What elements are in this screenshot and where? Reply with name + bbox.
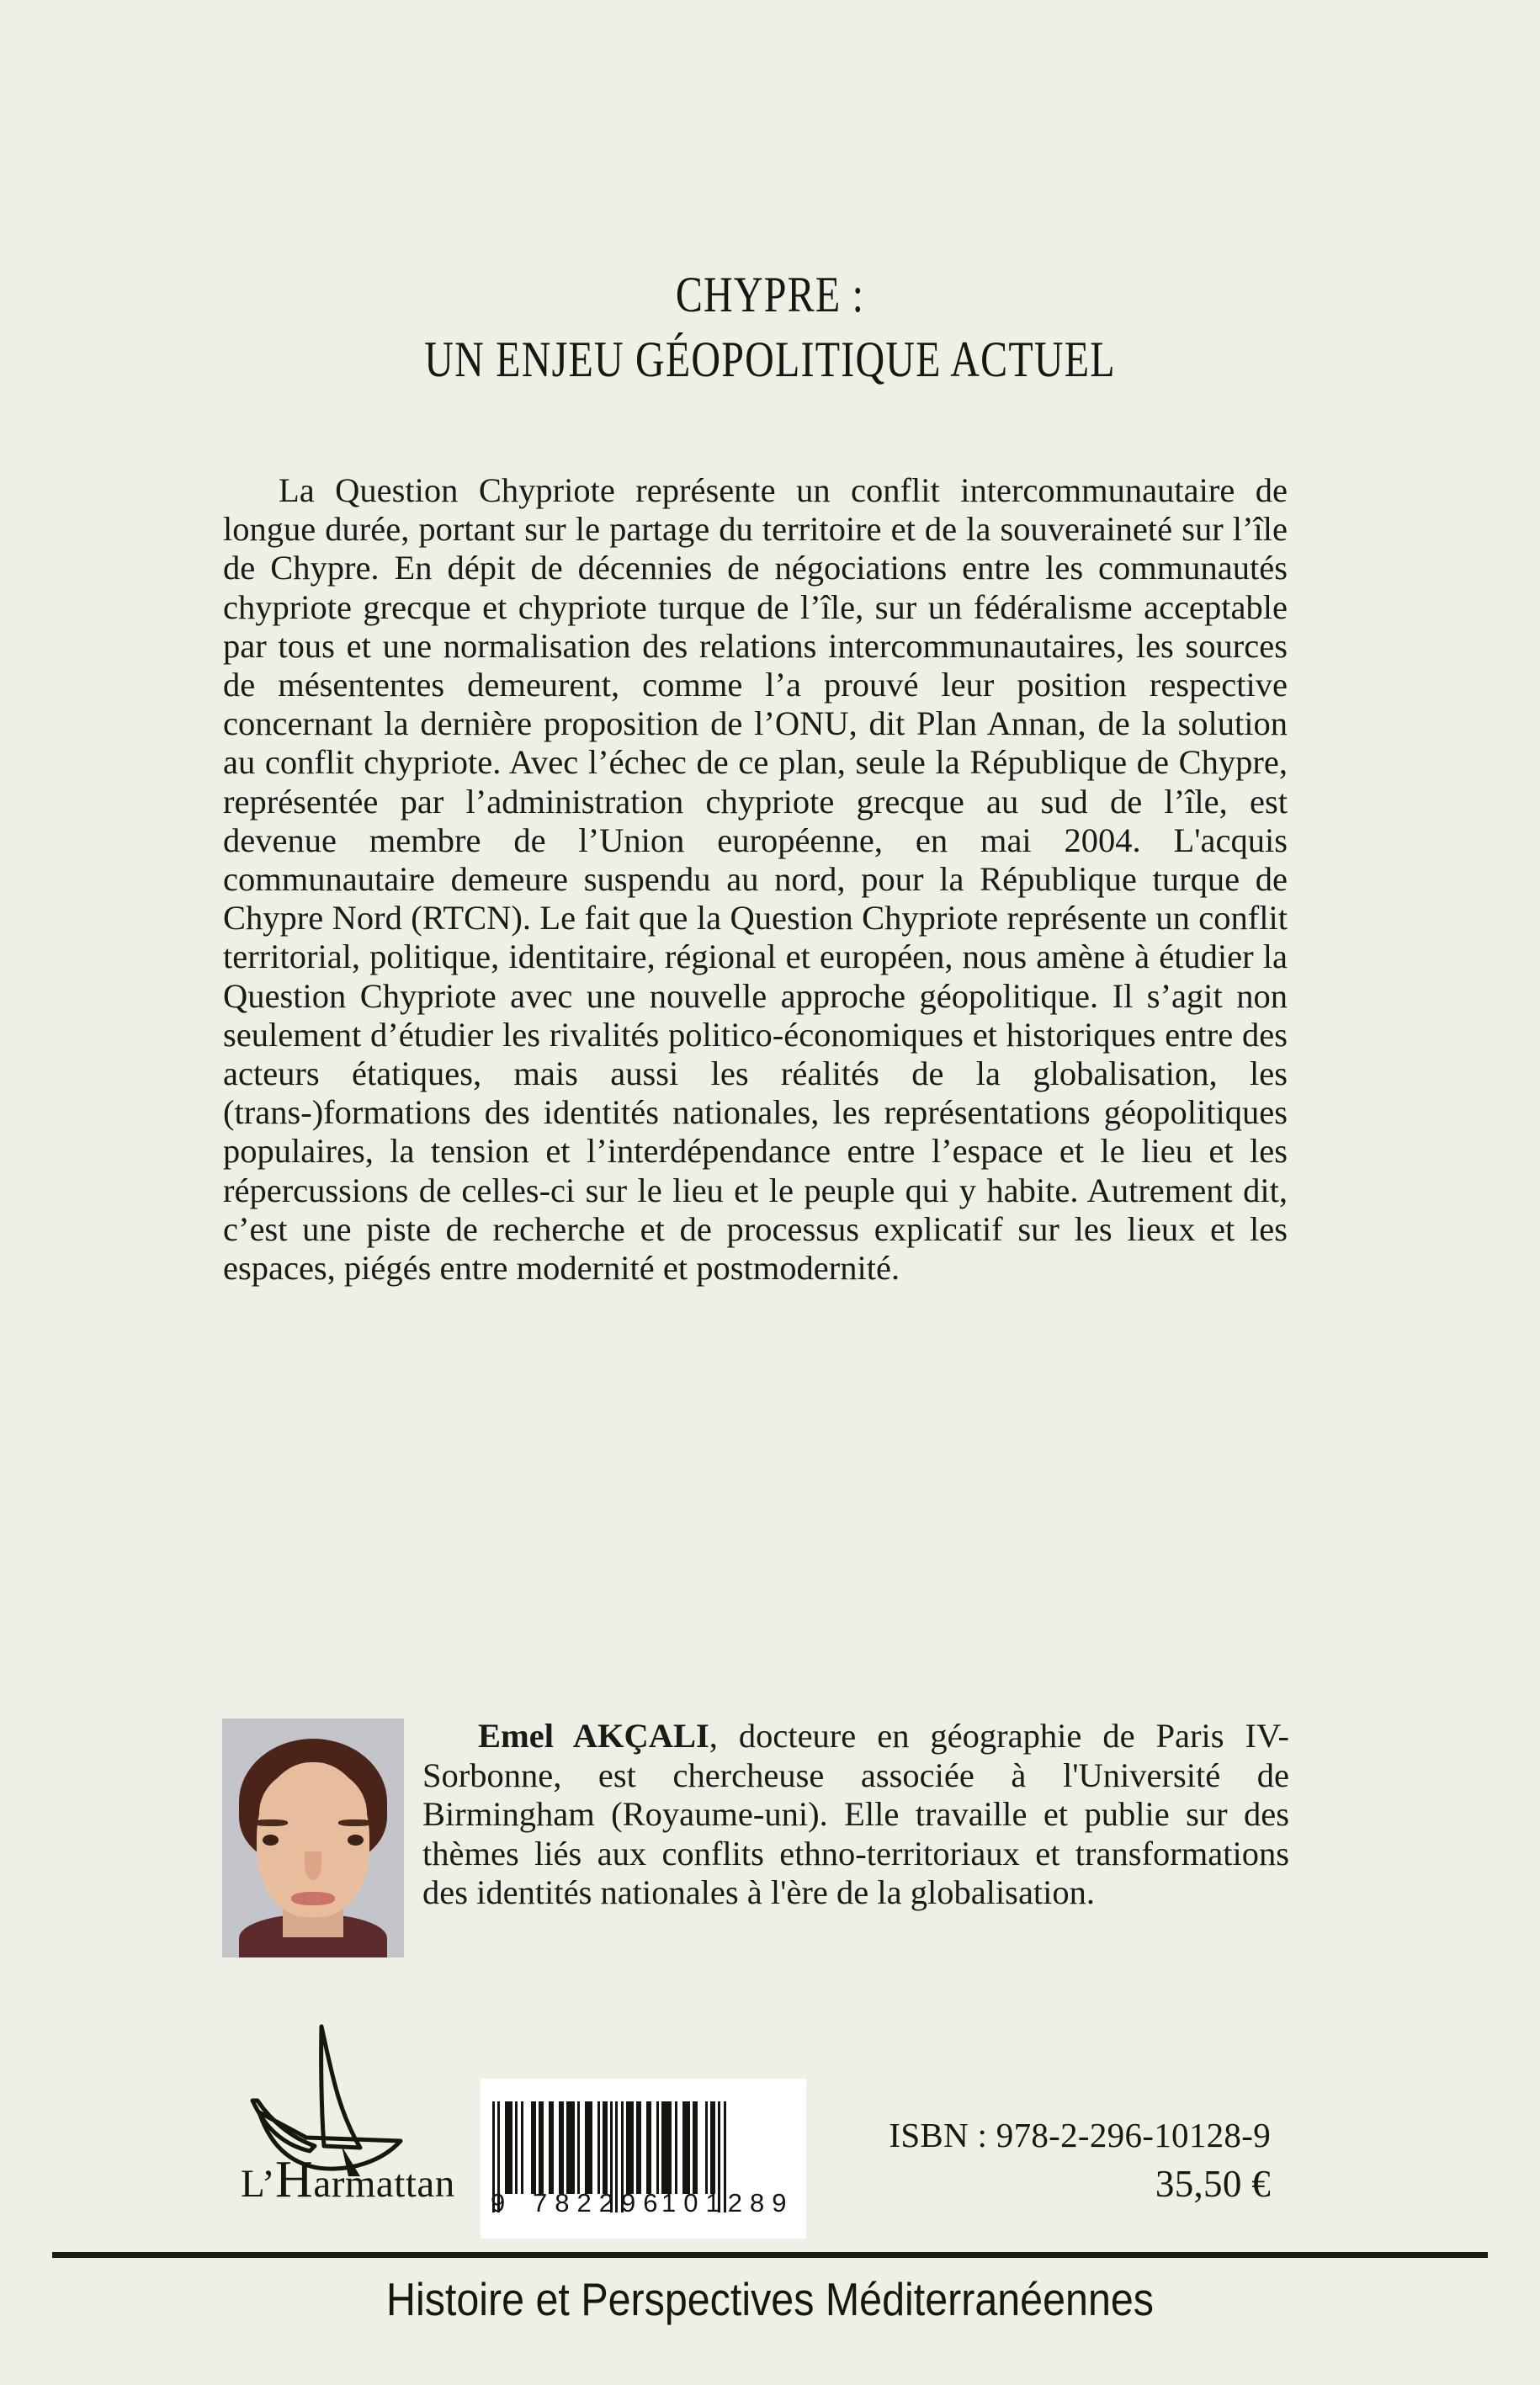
publisher-name-prefix: L’	[241, 2162, 276, 2206]
author-bio	[222, 1717, 1289, 1961]
title-line-2: UN ENJEU GÉOPOLITIQUE ACTUEL	[424, 331, 1116, 387]
price-text: 35,50 €	[1155, 2163, 1271, 2205]
portrait-eye-right	[348, 1835, 364, 1846]
blurb-text: La Question Chypriote représente un conflit intercommunautaire de longue durée, portant sur le partage du territoire et de la souveraineté sur l’île de Chypre. En dépit de décennies de négociations entre les communautés chypriote grecque et chypriote turque de l’île, sur un fédéralisme acceptable par tous et une normalisation des relations intercommunautaires, les sources de mésententes demeurent, comme l’a prouvé leur position respective concernant la dernière proposition de l’ONU, dit Plan Annan, de la solution au conflit chypriote. Avec l’échec de ce plan, seule la République de Chypre, représentée par l’administration chypriote grecque au sud de l’île, est devenue membre de l’Union européenne, en mai 2004. L'acquis communautaire demeure suspendu au nord, pour la République turque de Chypre Nord (RTCN). Le fait que la Question Chypriote représente un conflit territorial, politique, identitaire, régional et européen, nous amène à étudier la Question Chypriote avec une nouvelle approche géopolitique. Il s’agit non seulement d’étudier les rivalités politico-économiques et historiques entre des acteurs étatiques, mais aussi les réalités de la globalisation, les (trans-)formations des identités nationales, les représentations géopolitiques populaires, la tension et l’interdépendance entre l’espace et le lieu et les répercussions de celles-ci sur le lieu et le peuple qui y habite. Autrement dit, c’est une piste de recherche et de processus explicatif sur les lieux et les espaces, piégés entre modernité et postmodernité.	[223, 471, 1288, 1288]
collection-name: Histoire et Perspectives Méditerranéennes	[386, 2273, 1154, 2325]
page-title	[0, 268, 1540, 387]
barcode-bars	[487, 2101, 799, 2194]
author-photo	[222, 1718, 404, 1957]
portrait-eye-left	[263, 1835, 279, 1846]
publisher-name-suffix: armattan	[313, 2162, 455, 2206]
portrait-nose	[305, 1851, 321, 1880]
author-bio-rest: , docteure en géographie de Paris IV-Sorbonne, est chercheuse associée à l'Université de Birmingham (Royaume-uni). Elle travaille et publie sur des thèmes liés aux conflits ethno-territoriaux et transformations des identités nationales à l'ère de la globalisation.	[422, 1717, 1290, 1911]
publisher-logo	[241, 2020, 455, 2230]
barcode-digit-lead: 9	[491, 2188, 507, 2218]
publisher-name	[241, 2150, 455, 2210]
barcode-digits-right: 101289	[661, 2188, 794, 2218]
author-name: Emel AKÇALI	[478, 1717, 709, 1755]
isbn-text: ISBN : 978-2-296-10128-9	[889, 2116, 1271, 2154]
publisher-name-initial: H	[275, 2151, 314, 2208]
title-line-1: CHYPRE :	[675, 267, 865, 322]
portrait-eyebrow-left	[254, 1819, 288, 1826]
portrait-mouth	[291, 1892, 335, 1905]
portrait-eyebrow-right	[338, 1819, 372, 1826]
isbn-barcode	[481, 2079, 806, 2239]
isbn-price-block	[825, 2112, 1271, 2210]
footer-divider	[52, 2252, 1488, 2258]
barcode-digits-left: 782296	[533, 2188, 666, 2218]
